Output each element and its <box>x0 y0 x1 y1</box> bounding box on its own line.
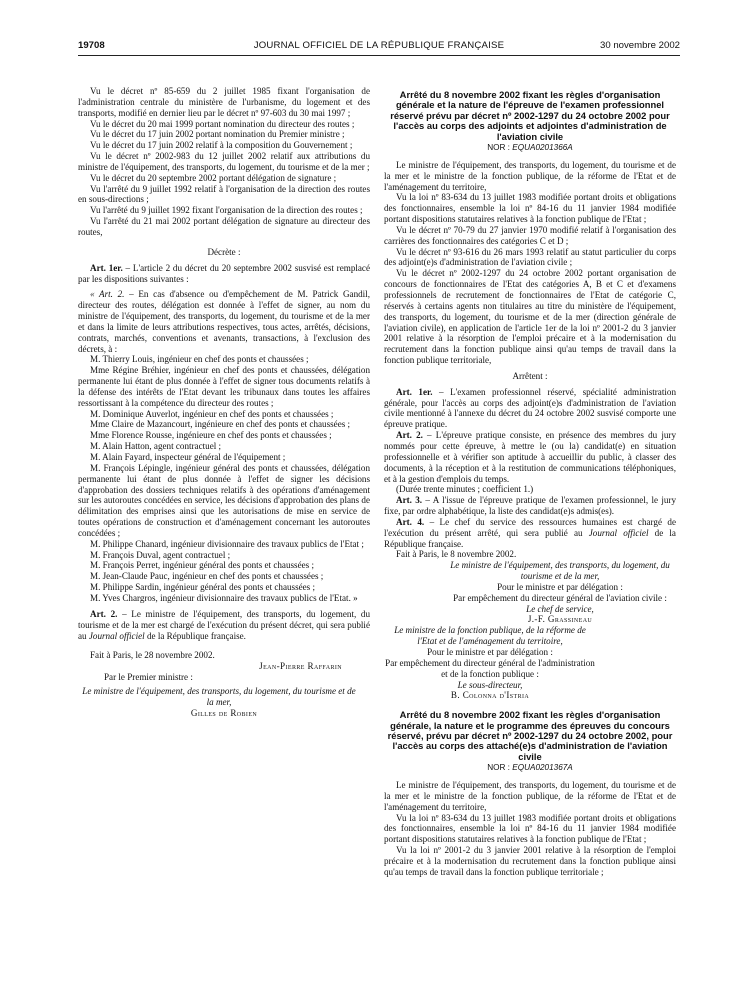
visa: Le ministre de l'équipement, des transports, du logement, du tourisme et de la mer et le ministre de la fonction publique, de la réforme de l'Etat et de l'aménagement du territoire, <box>384 780 676 812</box>
signatory-name: B. Colonna d'Istria <box>450 690 530 701</box>
article-1: Art. 1er. – L'article 2 du décret du 20 septembre 2002 susvisé est remplacé par les dispositions suivantes : <box>78 262 370 284</box>
list-item: M. François Lépingle, ingénieur général des ponts et chaussées, délégation permanente lui étant de plus donnée à l'effet de signer les décisions d'approbation des dossiers techniques relatifs à des opérations d'aménagement sur les autoroutes concédées en service, les décisions d'approbation des plans de délimitation des emprises ainsi que les autorisations de mise en service de toutes opérations de construction et d'aménagement concernant les autoroutes concédées ; <box>78 462 370 538</box>
right-column <box>384 90 676 878</box>
article-label: Art. 4. <box>396 516 425 527</box>
visa: Vu le décret du 20 mai 1999 portant nomination du directeur des routes ; <box>90 118 355 129</box>
header-rule <box>78 55 680 56</box>
minister-title: Le ministre de l'équipement, des transports, du logement, du tourisme et de la mer, <box>450 560 670 582</box>
journal-title: JOURNAL OFFICIEL DE LA RÉPUBLIQUE FRANÇAISE <box>253 40 505 51</box>
visa: Le ministre de l'équipement, des transports, du logement, du tourisme et de la mer et le ministre de la fonction publique, de la réforme de l'Etat et de l'aménagement du territoire, <box>384 159 676 192</box>
article-2-quote: « Art. 2. – En cas d'absence ou d'empêchement de M. Patrick Gandil, directeur des routes, délégation est donnée à l'effet de signer, au nom du ministre de l'équipement, des transports, du logement, du tourisme et de la mer et dans la limite de leurs attributions respectives, tous actes, arrêtés, décisions, contrats, marchés, conventions et avenants, transactions, à l'exclusion des décrets, à : <box>78 289 370 354</box>
visa: Vu le décret nº 85-659 du 2 juillet 1985 fixant l'organisation de l'administration centrale du ministère de l'urbanisme, du logement et des transports, modifié en dernier lieu par le décret nº 97-603 du 30 mai 1997 ; <box>78 86 370 118</box>
visa: Vu le décret du 17 juin 2002 portant nomination du Premier ministre ; <box>90 129 345 140</box>
visa: Vu le décret nº 70-79 du 27 janvier 1970 modifié relatif à l'organisation des carrières des fonctionnaires des catégories C et D ; <box>384 224 676 246</box>
nor-reference: NOR : EQUA0201366A <box>487 143 573 153</box>
list-item: M. François Perret, ingénieur général des ponts et chaussées ; <box>90 560 314 571</box>
decree-title: Arrêté du 8 novembre 2002 fixant les règles d'organisation générale, la nature et le programme des épreuves du concours réservé, prévu par décret nº 2002-1297 du 24 octobre 2002, pour l'accès au corps des attaché(e)s d'administration de l'aviation civile <box>387 709 673 762</box>
list-item: Mme Florence Rousse, ingénieure en chef des ponts et chaussées ; <box>90 430 332 441</box>
article-label: Art. 1er. <box>396 386 433 397</box>
visas-list <box>78 86 370 238</box>
visa: Vu le décret nº 2002-1297 du 24 octobre 2002 portant organisation de concours de fonctionnaires de l'Etat des catégories A, B et C et d'examens professionnels de recrutement de fonctionnaires de l'Etat de catégorie C, réservés à certains agents non titulaires au titre du ministère de l'équipement, des transports, du logement, du tourisme et de la mer (direction générale de l'aviation civile), en application de l'article 1er de la loi nº 2001-2 du 3 janvier 2001 relative à la résorption de l'emploi précaire et à la modernisation du recrutement dans la fonction publique ainsi qu'au temps de travail dans la fonction publique territoriale, <box>384 268 676 366</box>
article-1: Art. 1er. – L'examen professionnel réservé, spécialité administration générale, pour l'accès au corps des adjoint(e)s d'administration de l'aviation civile mentionné à l'annexe du décret du 24 octobre 2002 susvisé comporte une épreuve pratique. <box>384 386 676 430</box>
visa: Vu le décret du 20 septembre 2002 portant délégation de signature ; <box>90 172 337 183</box>
article-label: Art. 1er. <box>90 262 123 273</box>
page-header <box>78 40 680 54</box>
decree-2 <box>384 710 676 877</box>
list-item: M. Philippe Chanard, ingénieur divisionnaire des travaux publics de l'Etat ; <box>90 538 364 549</box>
list-item: Mme Régine Bréhier, ingénieur en chef des ponts et chaussées, délégation permanente lui étant de plus donnée à l'effet de signer tous documents relatifs à la défense des intérêts de l'Etat devant les tribunaux dans toutes les affaires ressortissant à la compétence du directeur des routes ; <box>78 365 370 408</box>
visa: Vu le décret nº 2002-983 du 12 juillet 2002 relatif aux attributions du ministre de l'équipement, des transports, du logement, du tourisme et de la mer ; <box>78 151 370 172</box>
article-label: « Art. 2. <box>90 289 125 300</box>
left-column <box>78 86 370 718</box>
list-item: M. Alain Fayard, inspecteur général de l'équipement ; <box>90 452 286 462</box>
signatory-name: Jean-Pierre Raffarin <box>259 661 342 672</box>
minister-title: Le ministre de l'équipement, des transports, du logement, du tourisme et de la mer, <box>82 685 356 707</box>
article-3: Art. 3. – A l'issue de l'épreuve pratique de l'examen professionnel, le jury fixe, par ordre alphabétique, la liste des candidat(e)s admis(es). <box>384 495 677 517</box>
visa: Vu la loi nº 2001-2 du 3 janvier 2001 relative à la résorption de l'emploi précaire et à la modernisation du recrutement dans la fonction publique ainsi qu'au temps de travail dans la fonction publique territoriale ; <box>384 845 676 877</box>
minister-title: Le ministre de la fonction publique, de la réforme de l'Etat et de l'aménagement du territoire, <box>394 625 586 647</box>
list-item: M. Philippe Sardin, ingénieur général des ponts et chaussées ; <box>90 582 316 593</box>
delegates-list <box>78 354 370 603</box>
par-le-premier-ministre: Par le Premier ministre : <box>104 672 193 683</box>
visa: Vu l'arrêté du 9 juillet 1992 relatif à l'organisation de la direction des routes en sous-directions ; <box>78 183 370 205</box>
article-2-duree: (Durée trente minutes ; coefficient 1.) <box>396 484 534 495</box>
signature-block-1: Le ministre de l'équipement, des transports, du logement, du tourisme et de la mer, Pour le ministre et par délégation : Par empêchement du directeur général de l'aviation civile : Le chef de service, J.-F. Grassineau <box>384 560 676 625</box>
decrete-heading: Décrète : <box>207 246 241 257</box>
article-4: Art. 4. – Le chef du service des ressources humaines est chargé de l'exécution du présent arrêté, qui sera publié au Journal officiel de la République française. <box>384 516 676 549</box>
list-item: M. Yves Chargros, ingénieur divisionnaire des travaux publics de l'Etat. » <box>90 592 358 603</box>
visa: Vu la loi nº 83-634 du 13 juillet 1983 modifiée portant droits et obligations des fonctionnaires, ensemble la loi nº 84-16 du 11 janvier 1984 modifiée portant dispositions statutaires relatives à la fonction publique de l'Etat ; <box>384 812 676 845</box>
list-item: M. Thierry Louis, ingénieur en chef des ponts et chaussées ; <box>90 354 309 365</box>
nor-reference: NOR : EQUA0201367A <box>487 763 573 773</box>
page-number: 19708 <box>78 40 105 51</box>
arretent-heading: Arrêtent : <box>512 370 548 381</box>
signatory-name: Gilles de Robien <box>190 707 258 718</box>
list-item: M. Dominique Auverlot, ingénieur en chef des ponts et chaussées ; <box>90 408 334 419</box>
fait-a-paris: Fait à Paris, le 8 novembre 2002. <box>396 549 517 560</box>
visa: Vu l'arrêté du 9 juillet 1992 fixant l'organisation de la direction des routes ; <box>90 205 363 216</box>
article-2: Art. 2. – Le ministre de l'équipement, des transports, du logement, du tourisme et de la mer est chargé de l'exécution du présent décret, qui sera publié au Journal officiel de la République française. <box>78 608 371 641</box>
article-label: Art. 3. <box>396 495 423 506</box>
signature-block-2: Le ministre de la fonction publique, de la réforme de l'Etat et de l'aménagement du territoire, Pour le ministre et par délégation : Par empêchement du directeur général de l'administration et de la fonction publique : Le sous-directeur, B. Colonna d'Istria <box>385 625 595 701</box>
article-2: Art. 2. – L'épreuve pratique consiste, en présence des membres du jury nommés pour cette épreuve, à mettre le (ou la) candidat(e) en situation professionnelle et à vérifier son aptitude à accueillir du public, à classer des documents, à la réception et à la restitution de communications téléphoniques, et à la gestion d'emplois du temps. <box>384 430 676 484</box>
fait-a-paris: Fait à Paris, le 28 novembre 2002. <box>90 650 215 661</box>
visa: Vu la loi nº 83-634 du 13 juillet 1983 modifiée portant droits et obligations des fonctionnaires, ensemble la loi nº 84-16 du 11 janvier 1984 modifiée portant dispositions statutaires relatives à la fonction publique de l'Etat ; <box>384 192 676 225</box>
signatory-name: J.-F. Grassineau <box>527 614 593 625</box>
list-item: Mme Claire de Mazancourt, ingénieure en chef des ponts et chaussées ; <box>90 419 351 430</box>
visa: Vu l'arrêté du 21 mai 2002 portant délégation de signature au directeur des routes, <box>78 216 370 237</box>
article-label: Art. 2. <box>396 430 423 441</box>
decree-title: Arrêté du 8 novembre 2002 fixant les règles d'organisation générale et la nature de l'épreuve de l'examen professionnel réservé prévu par décret nº 2002-1297 du 24 octobre 2002 pour l'accès au corps des adjoints et adjointes d'administration de l'aviation civile <box>390 89 670 142</box>
visa: Vu le décret nº 93-616 du 26 mars 1993 relatif au statut particulier du corps des adjoint(e)s d'administration de l'aviation civile ; <box>384 246 676 268</box>
issue-date: 30 novembre 2002 <box>599 40 680 51</box>
decree-1 <box>384 90 676 701</box>
list-item: M. François Duval, agent contractuel ; <box>90 549 231 560</box>
list-item: M. Alain Hatton, agent contractuel ; <box>90 441 222 452</box>
visa: Vu le décret du 17 juin 2002 relatif à la composition du Gouvernement ; <box>90 140 353 151</box>
list-item: M. Jean-Claude Pauc, ingénieur en chef des ponts et chaussées ; <box>90 571 324 582</box>
article-label: Art. 2. <box>90 608 118 619</box>
